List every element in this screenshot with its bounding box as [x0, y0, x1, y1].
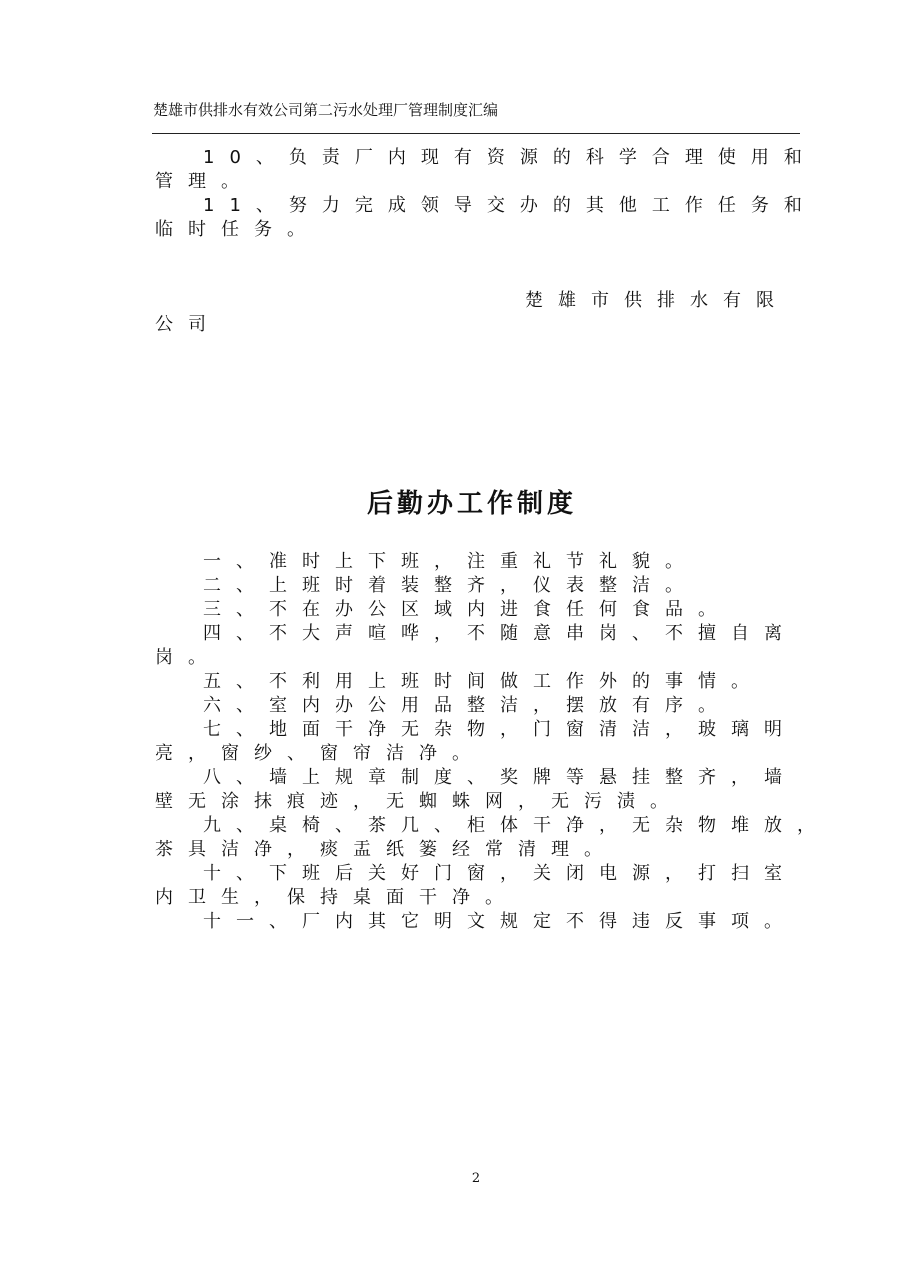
rule-line: 七、地面干净无杂物，门窗清洁，玻璃明 [203, 719, 797, 740]
rule-line: 十一、厂内其它明文规定不得违反事项。 [203, 911, 797, 932]
rule-line: 三、不在办公区域内进食任何食品。 [203, 599, 731, 620]
header-divider [152, 133, 800, 134]
rule-line: 八、墙上规章制度、奖牌等悬挂整齐，墙 [203, 767, 797, 788]
rule-line: 五、不利用上班时间做工作外的事情。 [203, 671, 764, 692]
rule-line: 二、上班时着装整齐，仪表整洁。 [203, 575, 698, 596]
rule-line: 茶具洁净，痰盂纸篓经常清理。 [155, 839, 617, 860]
header-title: 楚雄市供排水有效公司第二污水处理厂管理制度汇编 [153, 101, 499, 119]
item-11-line-2: 临时任务。 [155, 219, 320, 240]
signature-line-1: 楚雄市供排水有限 [525, 290, 789, 311]
rule-line: 六、室内办公用品整洁，摆放有序。 [203, 695, 731, 716]
signature-line-2: 公司 [155, 314, 221, 335]
item-11-line-1: 11、努力完成领导交办的其他工作任务和 [203, 195, 817, 216]
page-number: 2 [471, 1171, 481, 1186]
rule-line: 九、桌椅、茶几、柜体干净，无杂物堆放， [203, 815, 830, 836]
rule-line: 十、下班后关好门窗，关闭电源，打扫室 [203, 863, 797, 884]
rule-line: 壁无涂抹痕迹，无蜘蛛网，无污渍。 [155, 791, 683, 812]
rule-line: 内卫生，保持桌面干净。 [155, 887, 518, 908]
item-10-line-2: 管理。 [155, 171, 254, 192]
section-title: 后勤办工作制度 [366, 489, 577, 519]
rule-line: 一、准时上下班，注重礼节礼貌。 [203, 551, 698, 572]
rule-line: 亮，窗纱、窗帘洁净。 [155, 743, 485, 764]
rule-line: 岗。 [155, 647, 221, 668]
item-10-line-1: 10、负责厂内现有资源的科学合理使用和 [203, 147, 817, 168]
rule-line: 四、不大声喧哗，不随意串岗、不擅自离 [203, 623, 797, 644]
